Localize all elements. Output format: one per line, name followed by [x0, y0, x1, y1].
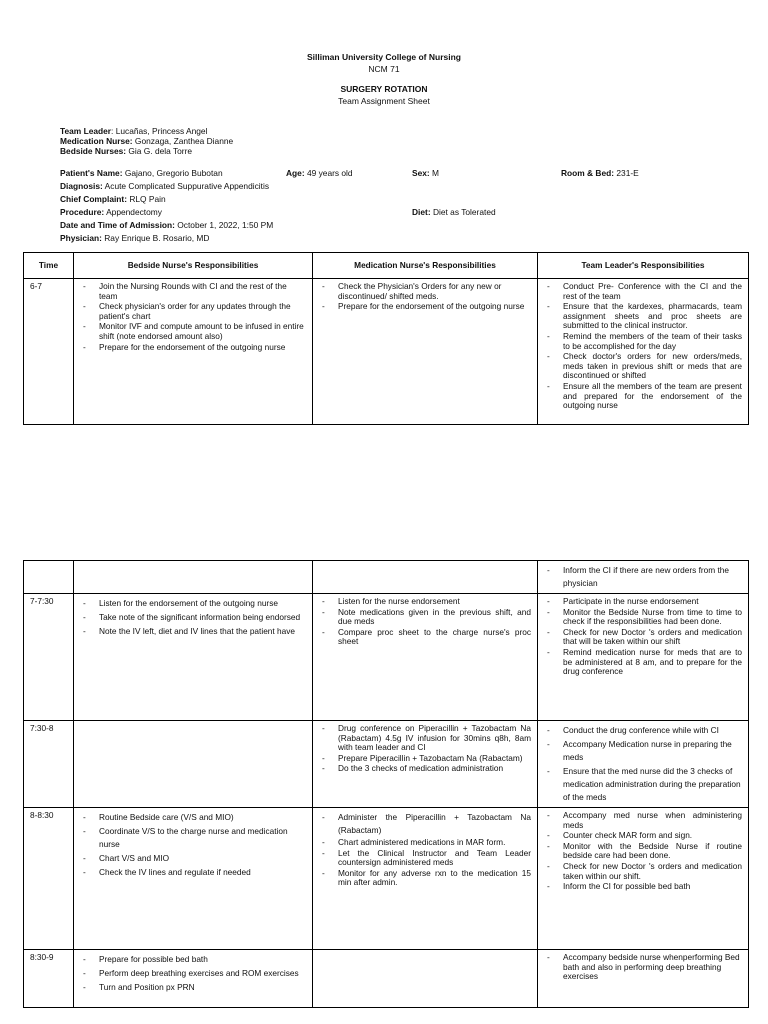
medication-cell [313, 808, 538, 950]
list-item: - Prepare for the endorsement of the outgoing nurse [318, 302, 531, 312]
age-value: 49 years old [304, 168, 353, 178]
list-item: - Monitor IVF and compute amount to be infused in entire shift (note endorsed amount also) [79, 322, 306, 341]
list-item: - Let the Clinical Instructor and Team Leader countersign administered meds [318, 849, 531, 868]
admission-value: October 1, 2022, 1:50 PM [174, 220, 274, 230]
list-item: - Counter check MAR form and sign. [543, 831, 742, 841]
list-item: - Administer the Piperacillin + Tazobactam Na (Rabactam) [318, 811, 531, 837]
medication-cell [313, 561, 538, 594]
team-leader-line [60, 126, 207, 136]
diagnosis-line [60, 181, 269, 191]
header-time: Time [24, 253, 74, 279]
admission-line [60, 220, 273, 230]
institution-name: Silliman University College of Nursing [307, 52, 461, 62]
time-cell: 8-8:30 [24, 808, 74, 950]
team-leader-label: Team Leader [60, 126, 112, 136]
medication-nurse-line [60, 136, 233, 146]
procedure-line [60, 207, 162, 217]
list-item: - Check for new Doctor 's orders and medication that will be taken within our shift [543, 628, 742, 647]
header-leader: Team Leader's Responsibilities [538, 253, 749, 279]
sex-label: Sex: [412, 168, 430, 178]
patient-name-value: Gajano, Gregorio Bubotan [122, 168, 223, 178]
list-item: - Note medications given in the previous shift, and due meds [318, 608, 531, 627]
chief-complaint-value: RLQ Pain [127, 194, 166, 204]
bedside-cell [74, 808, 313, 950]
bedside-nurses-value: Gia G. dela Torre [126, 146, 193, 156]
chief-complaint-label: Chief Complaint: [60, 194, 127, 204]
list-item: - Prepare for possible bed bath [79, 953, 306, 966]
list-item: - Join the Nursing Rounds with CI and the rest of the team [79, 282, 306, 301]
diet-value: Diet as Tolerated [430, 207, 496, 217]
time-cell: 7:30-8 [24, 721, 74, 808]
leader-cell [538, 950, 749, 1008]
physician-value: Ray Enrique B. Rosario, MD [101, 233, 210, 243]
list-item: - Remind medication nurse for meds that are to be administered at 8 am, and to prepare for the drug conference [543, 648, 742, 677]
leader-cell [538, 561, 749, 594]
medication-nurse-value: Gonzaga, Zanthea Dianne [132, 136, 234, 146]
medication-cell [313, 721, 538, 808]
bedside-nurses-label: Bedside Nurses: [60, 146, 127, 156]
procedure-label: Procedure: [60, 207, 105, 217]
leader-cell [538, 279, 749, 425]
diagnosis-label: Diagnosis: [60, 181, 103, 191]
list-item: - Participate in the nurse endorsement [543, 597, 742, 607]
bedside-cell [74, 721, 313, 808]
age-label: Age: [286, 168, 305, 178]
list-item: - Prepare Piperacillin + Tazobactam Na (Rabactam) [318, 754, 531, 764]
list-item: - Monitor with the Bedside Nurse if routine bedside care had been done. [543, 842, 742, 861]
sheet-title: Team Assignment Sheet [338, 96, 430, 106]
list-item: - Accompany bedside nurse whenperforming Bed bath and also in performing deep breathing exercises [543, 953, 742, 982]
medication-cell [313, 950, 538, 1008]
list-item: - Coordinate V/S to the charge nurse and medication nurse [79, 825, 306, 851]
team-leader-value: : Lucañas, Princess Angel [111, 126, 208, 136]
list-item: - Chart administered medications in MAR form. [318, 838, 531, 848]
medication-nurse-label: Medication Nurse: [60, 136, 133, 146]
list-item: - Note the IV left, diet and IV lines that the patient have [79, 625, 306, 638]
table-row [24, 808, 749, 950]
diet-line [412, 207, 496, 217]
header-medication: Medication Nurse's Responsibilities [313, 253, 538, 279]
bedside-cell [74, 561, 313, 594]
list-item: - Prepare for the endorsement of the outgoing nurse [79, 343, 306, 353]
room-line [561, 168, 639, 178]
list-item: - Drug conference on Piperacillin + Tazobactam Na (Rabactam) 4.5g IV infusion for 30mins q8h, 8am with team leader and CI [318, 724, 531, 753]
time-cell: 7-7:30 [24, 594, 74, 721]
bedside-nurses-line [60, 146, 192, 156]
age-line [286, 168, 353, 178]
list-item: - Check doctor's orders for new orders/meds, meds taken in previous shift or meds that are discontinued or shifted [543, 352, 742, 381]
diet-label: Diet: [412, 207, 431, 217]
list-item: - Check for new Doctor 's orders and medication taken within our shift. [543, 862, 742, 881]
table-row [24, 721, 749, 808]
list-item: - Monitor the Bedside Nurse from time to time to check if the responsibilities had been done. [543, 608, 742, 627]
medication-cell [313, 279, 538, 425]
admission-label: Date and Time of Admission: [60, 220, 175, 230]
assignment-table-2 [23, 560, 749, 1008]
table-row [24, 950, 749, 1008]
table-row [24, 561, 749, 594]
table-row [24, 594, 749, 721]
list-item: - Turn and Position px PRN [79, 981, 306, 994]
list-item: - Perform deep breathing exercises and ROM exercises [79, 967, 306, 980]
room-value: 231-E [614, 168, 639, 178]
leader-cell [538, 721, 749, 808]
list-item: - Do the 3 checks of medication administration [318, 764, 531, 774]
list-item: - Chart V/S and MIO [79, 852, 306, 865]
patient-name-line [60, 168, 223, 178]
list-item: - Accompany med nurse when administering meds [543, 811, 742, 830]
bedside-cell [74, 279, 313, 425]
time-cell [24, 561, 74, 594]
list-item: - Check the Physician's Orders for any new or discontinued/ shifted meds. [318, 282, 531, 301]
list-item: - Listen for the endorsement of the outgoing nurse [79, 597, 306, 610]
sex-value: M [429, 168, 440, 178]
list-item: - Monitor for any adverse rxn to the medication 15 min after admin. [318, 869, 531, 888]
bedside-cell [74, 950, 313, 1008]
list-item: - Routine Bedside care (V/S and MIO) [79, 811, 306, 824]
patient-name-label: Patient's Name: [60, 168, 123, 178]
physician-line [60, 233, 209, 243]
list-item: - Compare proc sheet to the charge nurse's proc sheet [318, 628, 531, 647]
list-item: - Ensure all the members of the team are present and prepared for the endorsement of the outgoing nurse [543, 382, 742, 411]
list-item: - Ensure that the med nurse did the 3 checks of medication administration during the preparation of the meds [543, 765, 742, 804]
list-item: - Accompany Medication nurse in preparing the meds [543, 738, 742, 764]
leader-cell [538, 808, 749, 950]
header-bedside: Bedside Nurse's Responsibilities [74, 253, 313, 279]
physician-label: Physician: [60, 233, 102, 243]
chief-complaint-line [60, 194, 166, 204]
list-item: - Remind the members of the team of their tasks to be accomplished for the day [543, 332, 742, 351]
list-item: - Conduct Pre- Conference with the CI and the rest of the team [543, 282, 742, 301]
rotation-title: SURGERY ROTATION [340, 84, 428, 94]
medication-cell [313, 594, 538, 721]
table-header-row [24, 253, 749, 279]
bedside-cell [74, 594, 313, 721]
list-item: - Take note of the significant information being endorsed [79, 611, 306, 624]
list-item: - Inform the CI for possible bed bath [543, 882, 742, 892]
list-item: - Inform the CI if there are new orders from the physician [543, 564, 742, 590]
course-code: NCM 71 [368, 64, 400, 74]
list-item: - Check physician's order for any updates through the patient's chart [79, 302, 306, 321]
list-item: - Check the IV lines and regulate if needed [79, 866, 306, 879]
diagnosis-value: Acute Complicated Suppurative Appendicitis [102, 181, 270, 191]
time-cell: 8:30-9 [24, 950, 74, 1008]
time-cell: 6-7 [24, 279, 74, 425]
sex-line [412, 168, 439, 178]
list-item: - Conduct the drug conference while with CI [543, 724, 742, 737]
leader-cell [538, 594, 749, 721]
list-item: - Ensure that the kardexes, pharmacards, team assignment sheets and proc sheets are submitted to the clinical instructor. [543, 302, 742, 331]
procedure-value: Appendectomy [104, 207, 162, 217]
list-item: - Listen for the nurse endorsement [318, 597, 531, 607]
assignment-table-1 [23, 252, 749, 425]
room-label: Room & Bed: [561, 168, 615, 178]
table-row [24, 279, 749, 425]
